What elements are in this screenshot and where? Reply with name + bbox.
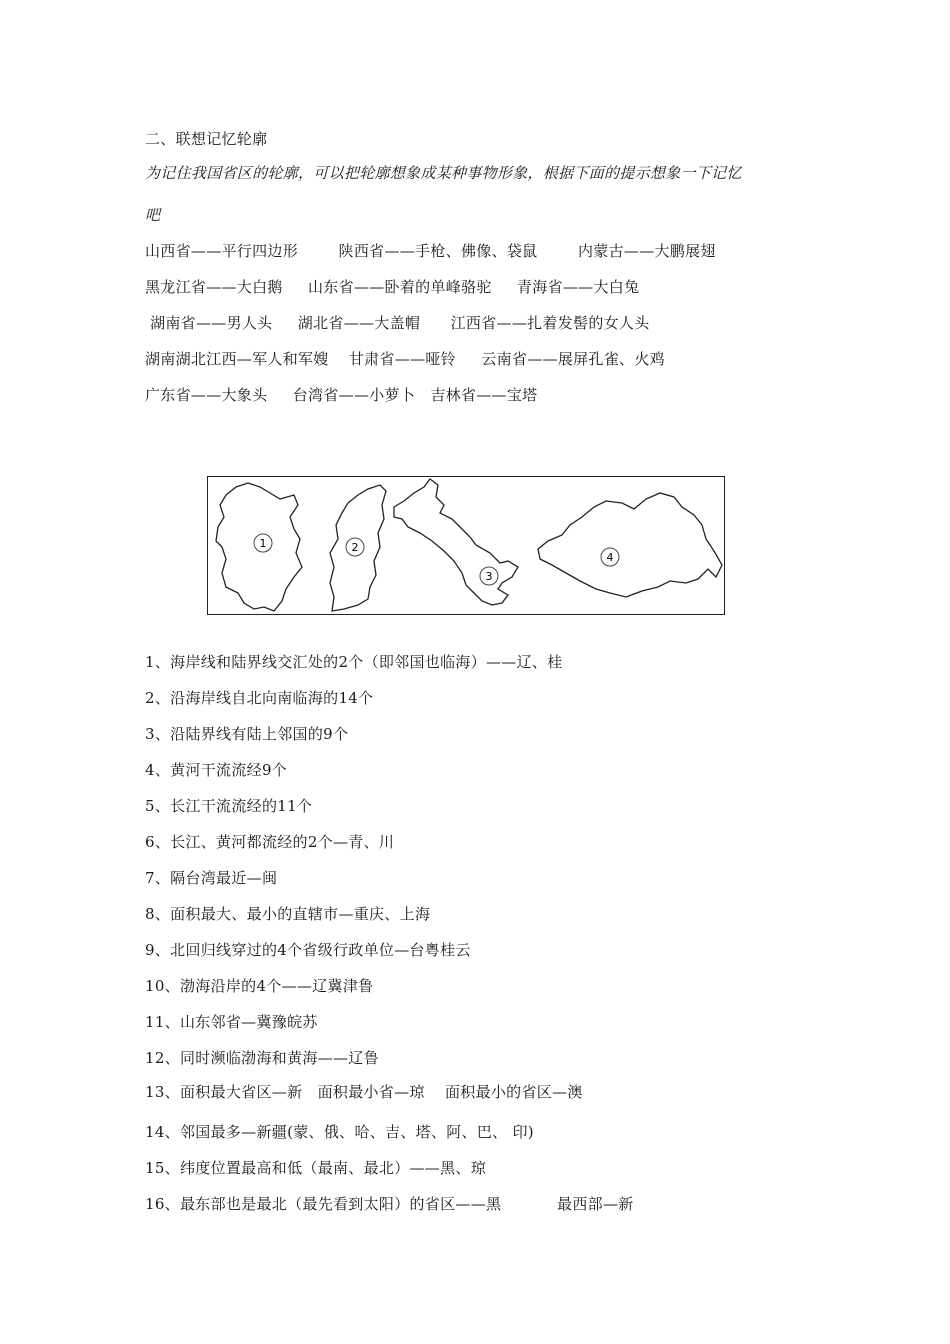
fact-line: 12、同时濒临渤海和黄海——辽鲁	[145, 1049, 379, 1067]
association-line: 湖南省——男人头 湖北省——大盖帽 江西省——扎着发髻的女人头	[145, 314, 650, 332]
outline-label-3: 3	[485, 570, 493, 583]
fact-line: 11、山东邻省—冀豫皖苏	[145, 1013, 318, 1031]
province-outlines-svg	[208, 477, 726, 616]
fact-line: 2、沿海岸线自北向南临海的14个	[145, 689, 374, 707]
fact-line: 1、海岸线和陆界线交汇处的2个（即邻国也临海）——辽、桂	[145, 653, 563, 671]
province-outline-4	[538, 493, 722, 597]
fact-line: 10、渤海沿岸的4个——辽冀津鲁	[145, 977, 374, 995]
outline-label-4: 4	[606, 551, 614, 564]
outline-label-1: 1	[259, 537, 267, 550]
association-line: 湖南湖北江西—军人和军嫂 甘肃省——哑铃 云南省——展屏孔雀、火鸡	[145, 350, 665, 368]
association-line: 黑龙江省——大白鹅 山东省——卧着的单峰骆驼 青海省——大白兔	[145, 278, 640, 296]
fact-line: 6、长江、黄河都流经的2个—青、川	[145, 833, 395, 851]
fact-line: 14、邻国最多—新疆(蒙、俄、哈、吉、塔、阿、巴、 印)	[145, 1123, 534, 1141]
section-title: 二、联想记忆轮廓	[145, 130, 268, 148]
province-outline-figure	[207, 476, 725, 615]
fact-line: 16、最东部也是最北（最先看到太阳）的省区——黑 最西部—新	[145, 1195, 634, 1213]
association-line: 山西省——平行四边形 陕西省——手枪、佛像、袋鼠 内蒙古——大鹏展翅	[145, 242, 716, 260]
fact-line: 5、长江干流流经的11个	[145, 797, 313, 815]
fact-line: 4、黄河干流流经9个	[145, 761, 288, 779]
fact-line: 3、沿陆界线有陆上邻国的9个	[145, 725, 349, 743]
fact-line: 13、面积最大省区—新 面积最小省—琼 面积最小的省区—澳	[145, 1083, 583, 1101]
fact-line: 9、北回归线穿过的4个省级行政单位—台粤桂云	[145, 941, 471, 959]
fact-line: 15、纬度位置最高和低（最南、最北）——黑、琼	[145, 1159, 486, 1177]
association-line: 广东省——大象头 台湾省——小萝卜 吉林省——宝塔	[145, 386, 538, 404]
outline-label-2: 2	[351, 541, 359, 554]
fact-line: 7、隔台湾最近—闽	[145, 869, 278, 887]
intro-line-1: 为记住我国省区的轮廓，可以把轮廓想象成某种事物形象，根据下面的提示想象一下记忆	[145, 164, 742, 182]
intro-line-2: 吧	[145, 206, 161, 224]
province-outline-3	[394, 479, 518, 605]
fact-line: 8、面积最大、最小的直辖市—重庆、上海	[145, 905, 431, 923]
